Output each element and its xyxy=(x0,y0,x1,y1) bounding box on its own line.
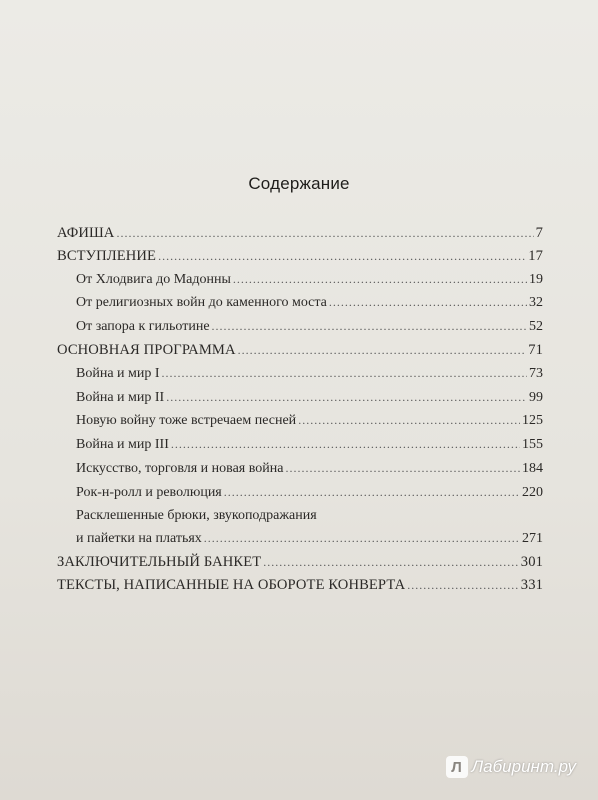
labirint-logo-icon: Л xyxy=(446,756,468,778)
toc-entry-label: АФИША xyxy=(57,225,115,241)
leader-dots xyxy=(233,268,527,291)
toc-entry-label-line1: Расклешенные брюки, звукоподражания xyxy=(76,507,317,523)
toc-entry xyxy=(57,386,543,410)
toc-entry-label: Рок-н-ролл и революция xyxy=(76,484,222,500)
toc-entry-label: Война и мир I xyxy=(76,365,160,381)
leader-dots xyxy=(166,386,527,409)
toc-entry-label: От религиозных войн до каменного моста xyxy=(76,295,327,311)
toc-entry-page: 271 xyxy=(522,531,543,547)
leader-dots xyxy=(298,409,520,432)
toc-entry xyxy=(57,362,543,386)
toc-entry xyxy=(57,315,543,339)
toc-entry-label: От запора к гильотине xyxy=(76,319,210,335)
toc-entry xyxy=(57,409,543,433)
toc-entry-page: 19 xyxy=(529,271,543,287)
toc-entry-page: 52 xyxy=(529,319,543,335)
leader-dots xyxy=(263,551,519,574)
toc-entry-label: От Хлодвига до Мадонны xyxy=(76,271,231,287)
leader-dots xyxy=(158,245,526,268)
toc-entry xyxy=(57,527,543,551)
toc-entry-page: 73 xyxy=(529,365,543,381)
toc-entry-page: 71 xyxy=(528,341,543,358)
labirint-logo-text: Лабиринт.ру xyxy=(471,757,576,776)
leader-dots xyxy=(285,457,520,480)
toc-entry-label: ЗАКЛЮЧИТЕЛЬНЫЙ БАНКЕТ xyxy=(57,554,262,571)
leader-dots xyxy=(204,527,520,550)
toc-entry xyxy=(57,433,543,457)
toc-entry-label: Война и мир III xyxy=(76,437,169,453)
toc-entry xyxy=(57,222,543,245)
toc-entry-label: ОСНОВНАЯ ПРОГРАММА xyxy=(57,341,236,358)
toc-entry-page: 220 xyxy=(522,484,543,500)
toc-entry xyxy=(57,245,543,268)
toc-heading: Содержание xyxy=(248,174,350,193)
toc-entry xyxy=(57,457,543,481)
toc-entry-page: 32 xyxy=(529,295,543,311)
leader-dots xyxy=(212,315,527,338)
toc-entry-page: 331 xyxy=(520,576,543,593)
toc-entry xyxy=(57,551,543,574)
leader-dots xyxy=(116,222,533,245)
toc-entry-page: 125 xyxy=(522,413,543,429)
toc-entry xyxy=(57,339,543,362)
toc-entry xyxy=(57,574,543,597)
toc-entry-label: и пайетки на платьях xyxy=(76,531,202,547)
leader-dots xyxy=(238,339,527,362)
leader-dots xyxy=(171,433,520,456)
leader-dots xyxy=(224,481,520,504)
toc-entry-page: 7 xyxy=(535,225,543,241)
toc-entry-label: ТЕКСТЫ, НАПИСАННЫЕ НА ОБОРОТЕ КОНВЕРТА xyxy=(57,576,406,593)
toc-entry-multiline xyxy=(57,505,543,552)
labirint-watermark xyxy=(446,756,576,778)
toc-entry-page: 155 xyxy=(522,437,543,453)
toc-entry-label: Новую войну тоже встречаем песней xyxy=(76,413,297,429)
toc-entry-page: 301 xyxy=(520,554,543,571)
leader-dots xyxy=(162,362,527,385)
toc-entry-page: 184 xyxy=(522,460,543,476)
toc-entry-page: 17 xyxy=(528,247,543,264)
toc-entry-page: 99 xyxy=(529,389,543,405)
toc-entry-label: Искусство, торговля и новая война xyxy=(76,460,284,476)
show-through-text xyxy=(40,50,568,73)
toc-entry xyxy=(57,268,543,292)
toc-entry-label: Война и мир II xyxy=(76,389,165,405)
toc-entry-label: ВСТУПЛЕНИЕ xyxy=(57,247,157,264)
table-of-contents xyxy=(57,222,543,597)
toc-entry xyxy=(57,291,543,315)
leader-dots xyxy=(407,574,519,597)
leader-dots xyxy=(329,291,527,314)
toc-entry xyxy=(57,481,543,505)
